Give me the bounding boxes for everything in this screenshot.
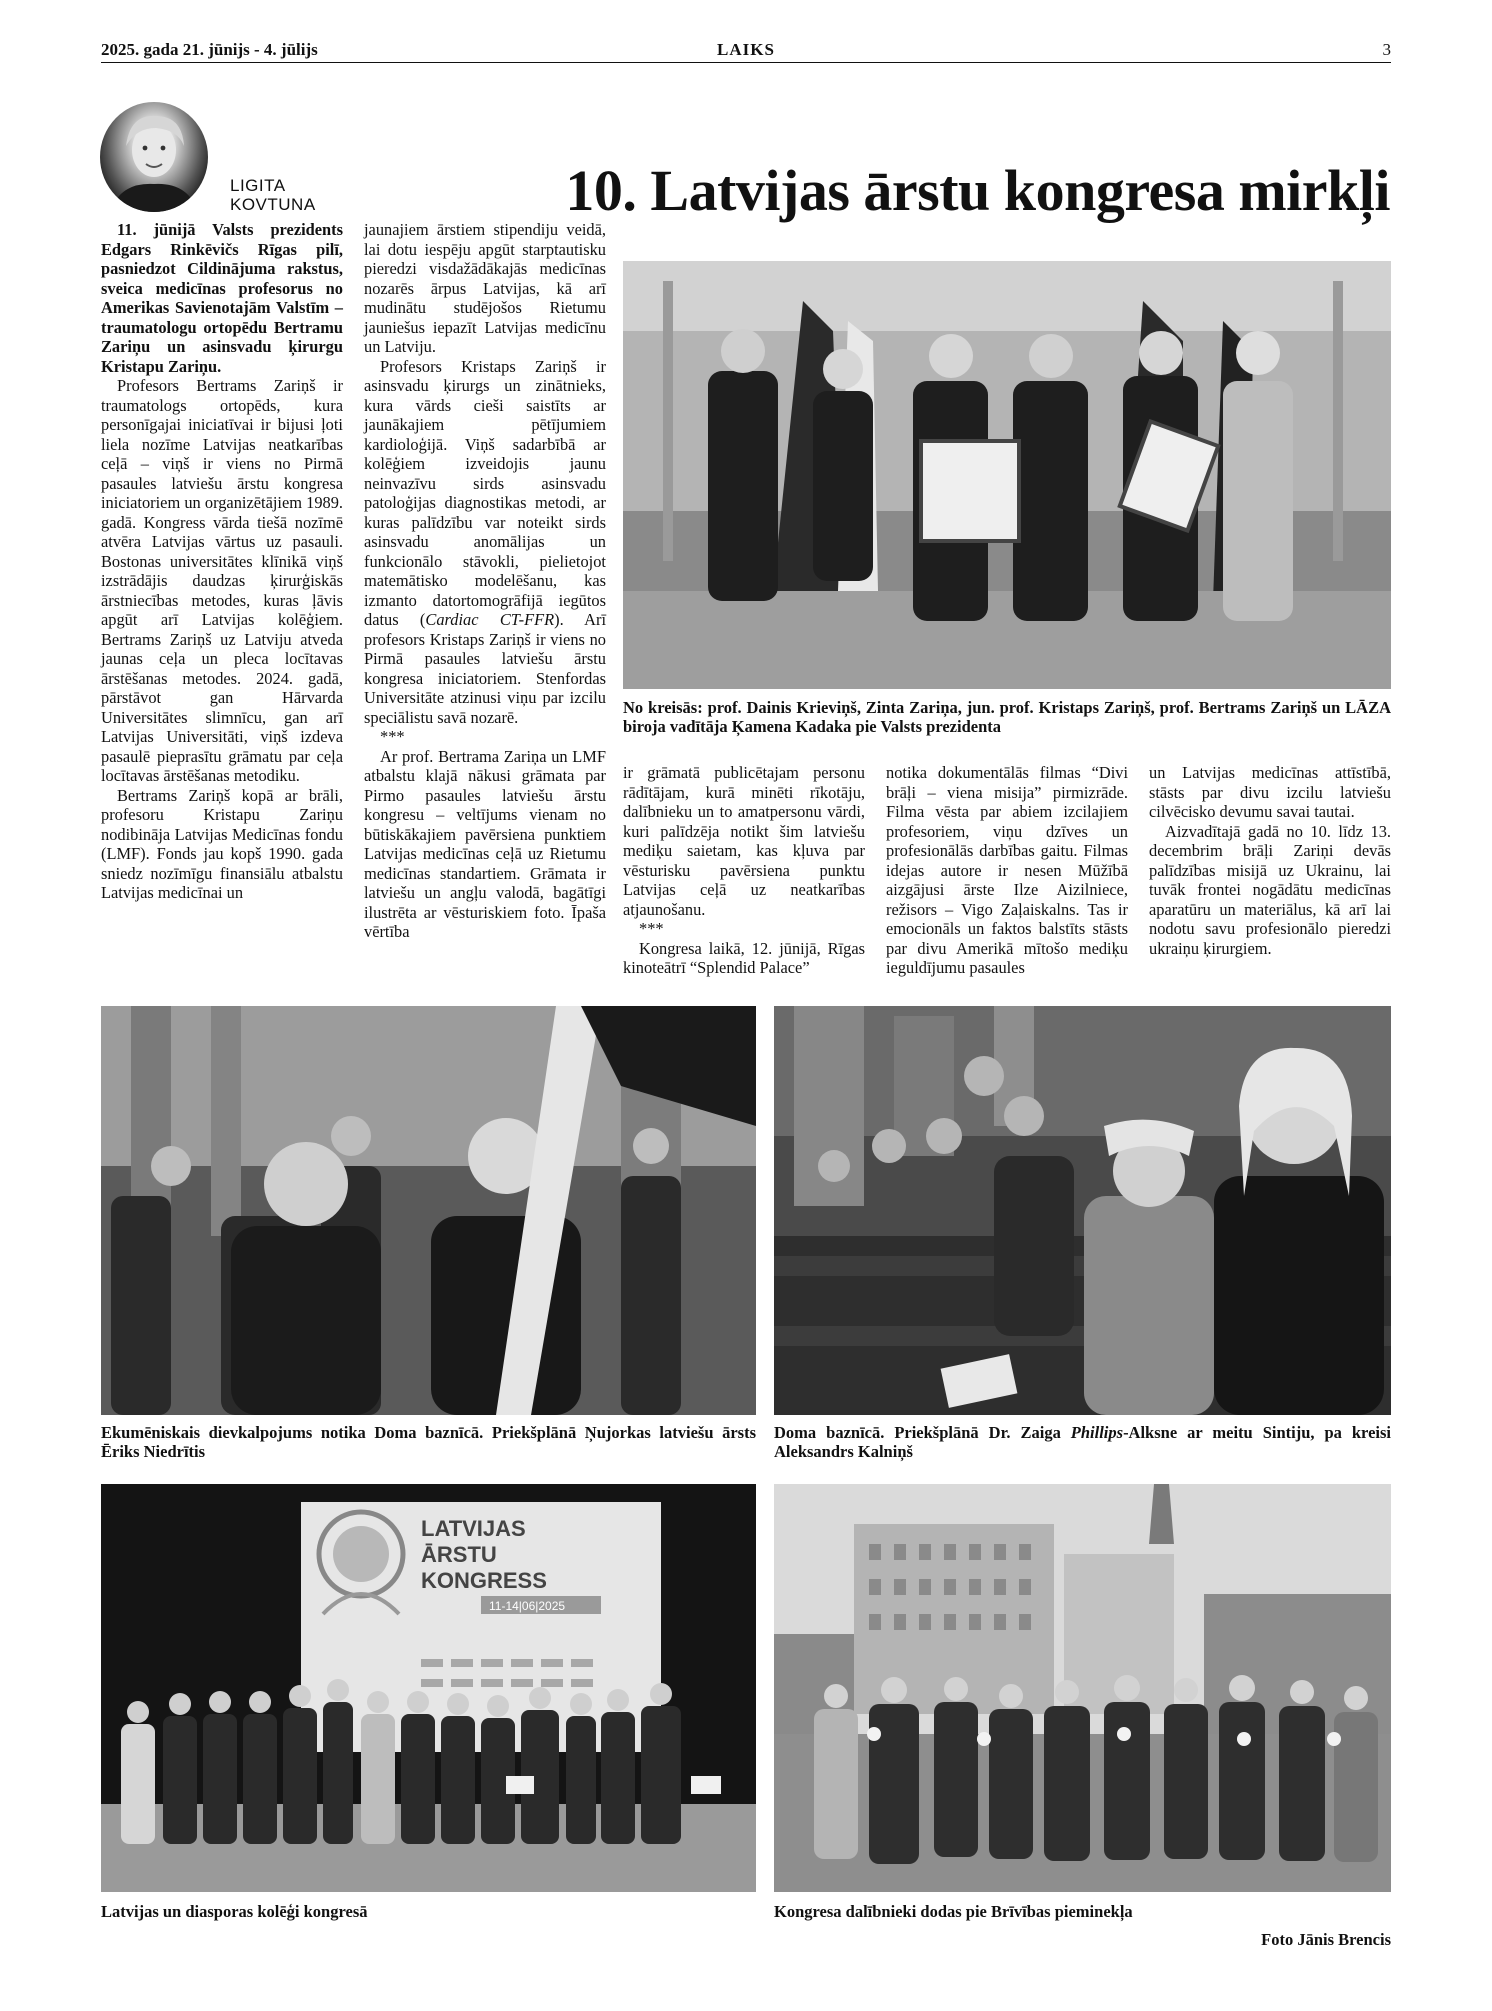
photo-credit: Foto Jānis Brencis	[1261, 1930, 1391, 1949]
body-text: Profesors Kristaps Zariņš ir asinsvadu ķirurgs un zinātnieks, kura vārds cieši saistīts ar jaunākajiem pētījumiem kardioloģijā. Viņš sadarbībā ar kolēģiem izveidojis jaunu neinvazīvu sirds asinsvadu patoloģijas diagnostikas metodi, ar kuras palīdzību var noteikt sirds asinsvadu anomālijas un funkcionālo stāvokli, pielietojot matemātisko modelēšanu, kas izmanto datortomogrāfijā iegūtos datus (	[364, 356, 606, 629]
banner-line-2: ĀRSTU	[421, 1542, 497, 1567]
body-paragraph: Kongresa laikā, 12. jūnijā, Rīgas kinoteātrī “Splendid Palace”	[623, 938, 865, 977]
section-break: ***	[639, 919, 664, 938]
article-column-4	[886, 763, 1128, 978]
body-paragraph: notika dokumentālās filmas “Divi brāļi – viena misija” pirmizrāde. Filma vēsta par abiem izcilajiem profesoriem, viņu dzīves un profesionālās darbības gaitu. Filmas idejas autore ir nesen Mūžībā aizgājusi ārste Ilze Aizilniece, režisors – Vigo Zaļaiskalns. Tas ir emocionāls un faktos balstīts stāsts par divu Amerikā mītošo mediķu ieguldījumu pasaules	[886, 763, 1128, 977]
banner-line-3: KONGRESS	[421, 1568, 547, 1593]
body-paragraph: un Latvijas medicīnas attīstībā, stāsts par divu izcilu latviešu cilvēcisko devumu savai tautai.	[1149, 763, 1391, 821]
article-column-5	[1149, 763, 1391, 958]
page-number: 3	[1382, 40, 1391, 59]
photo-freedom-monument-walk	[774, 1484, 1391, 1892]
author-last-name: KOVTUNA	[230, 195, 316, 214]
bottom-left-photo-caption: Latvijas un diasporas kolēģi kongresā	[101, 1902, 368, 1921]
lead-paragraph: 11. jūnijā Valsts prezidents Edgars Rinkēvičs Rīgas pilī, pasniedzot Cildinājuma rakstus, sveica medicīnas profesorus no Amerikas Savienotajām Valstīm – traumatologu ortopēdu Bertramu Zariņu un asinsvadu ķirurgu Kristapu Zariņu.	[101, 220, 343, 376]
section-break: ***	[380, 727, 405, 746]
body-paragraph	[364, 357, 606, 728]
running-header	[101, 38, 1391, 62]
body-paragraph: jaunajiem ārstiem stipendiju veidā, lai dotu iespēju apgūt starptautisku pieredzi visdažādākajās medicīnas nozarēs ārpus Latvijas, kā arī mudinātu studējošos Rietumu jauniešus iepazīt Latvijas medicīnu un Latviju.	[364, 220, 606, 356]
banner-dates: 11-14|06|2025	[489, 1599, 566, 1613]
photo-dome-procession	[101, 1006, 756, 1415]
caption-italic: Phillips	[1070, 1423, 1124, 1442]
caption-text: Doma baznīcā. Priekšplānā Dr. Zaiga	[774, 1423, 1071, 1442]
banner-line-1: LATVIJAS	[421, 1516, 526, 1541]
author-first-name: LIGITA	[230, 176, 286, 195]
bottom-right-photo-caption: Kongresa dalībnieki dodas pie Brīvības pieminekļa	[774, 1902, 1133, 1921]
body-paragraph: Profesors Bertrams Zariņš ir traumatologs ortopēds, kura personīgajai iniciatīvai ir bijusi ļoti liela nozīme Latvijas neatkarības ceļā – viņš ir viens no Pirmā pasaules latviešu ārstu kongresa iniciatoriem un organizētājiem 1989. gadā. Kongress vārda tiešā nozīmē atvēra Latvijas vārtus uz pasauli. Bostonas universitātes klīnikā viņš izstrādājis daudzas ķirurģiskās ārstniecības metodes, kuras ļāvis apgūt arī Latvijas kolēģiem. Bertrams Zariņš uz Latviju atveda jaunas ceļa un pleca locītavas ārstēšanas metodes. 2024. gadā, pārstāvot gan Hārvarda Universitātes slimnīcu, gan arī Latvijas Universitāti, viņš izdeva pasaulē pieprasītu grāmatu par ceļa locītavas ārstēšanas metodiku.	[101, 376, 343, 785]
body-paragraph: Ar prof. Bertrama Zariņa un LMF atbalstu klajā nākusi grāmata par Pirmo pasaules latviešu ārstu kongresu – veltījums vienam no būtiskākajiem pavērsiena punktiem Latvijas medicīnas ceļā uz Rietumu medicīnas standartiem. Grāmata ir latviešu un angļu valodā, bagātīgi ilustrēta ar vēsturiskiem foto. Īpaša vērtība	[364, 746, 606, 941]
author-byline	[230, 176, 316, 214]
photo-dome-audience	[774, 1006, 1391, 1415]
newspaper-name: LAIKS	[717, 40, 775, 59]
mid-left-photo-caption: Ekumēniskais dievkalpojums notika Doma baznīcā. Priekšplānā Ņujorkas latviešu ārsts Ēriks Niedrītis	[101, 1423, 756, 1461]
photo-president-ceremony	[623, 261, 1391, 689]
body-paragraph: Bertrams Zariņš kopā ar brāli, profesoru Kristapu Zariņu nodibināja Latvijas Medicīnas fondu (LMF). Fonds jau kopš 1990. gada sniedz nozīmīgu finansiālu atbalstu Latvijas medicīnai un	[101, 785, 343, 902]
article-headline: 10. Latvijas ārstu kongresa mirkļi	[565, 158, 1390, 223]
caption-text: -Alksne ar meitu Sintiju, pa kreisi Aleksandrs Kalniņš	[774, 1423, 1391, 1461]
author-portrait	[100, 102, 208, 212]
body-paragraph: ir grāmatā publicētajam personu rādītājam, kurā minēti rīkotāju, dalībnieku un to amatpersonu vārdi, kuri palīdzēja notikt šim latviešu mediķu saietam, kas kļuva par vēsturisku pavērsiena punktu Latvijas ceļā uz neatkarības atjaunošanu.	[623, 763, 865, 919]
issue-date: 2025. gada 21. jūnijs - 4. jūlijs	[101, 40, 318, 59]
body-paragraph: Aizvadītajā gadā no 10. līdz 13. decembrim brāļi Zariņi devās palīdzības misijā uz Ukrainu, lai tuvāk frontei nogādātu medicīnas aparatūru un materiālus, kā arī lai nodotu savu profesionālo pieredzi ukraiņu ķirurgiem.	[1149, 821, 1391, 958]
photo-congress-stage	[101, 1484, 756, 1892]
article-column-3	[623, 763, 865, 978]
header-rule	[101, 62, 1391, 63]
term-italic: Cardiac CT-FFR	[425, 610, 555, 629]
top-photo-caption: No kreisās: prof. Dainis Krieviņš, Zinta Zariņa, jun. prof. Kristaps Zariņš, prof. Bertrams Zariņš un LĀZA biroja vadītāja Ķamena Kadaka pie Valsts prezidenta	[623, 698, 1391, 736]
body-text: ). Arī profesors Kristaps Zariņš ir viens no Pirmā pasaules latviešu ārstu kongresa iniciatoriem. Stenfordas Universitāte atzinusi viņu par izcilu speciālistu savā nozarē.	[364, 610, 606, 727]
article-column-1	[101, 220, 343, 903]
mid-right-photo-caption	[774, 1423, 1391, 1461]
article-column-2	[364, 220, 606, 942]
